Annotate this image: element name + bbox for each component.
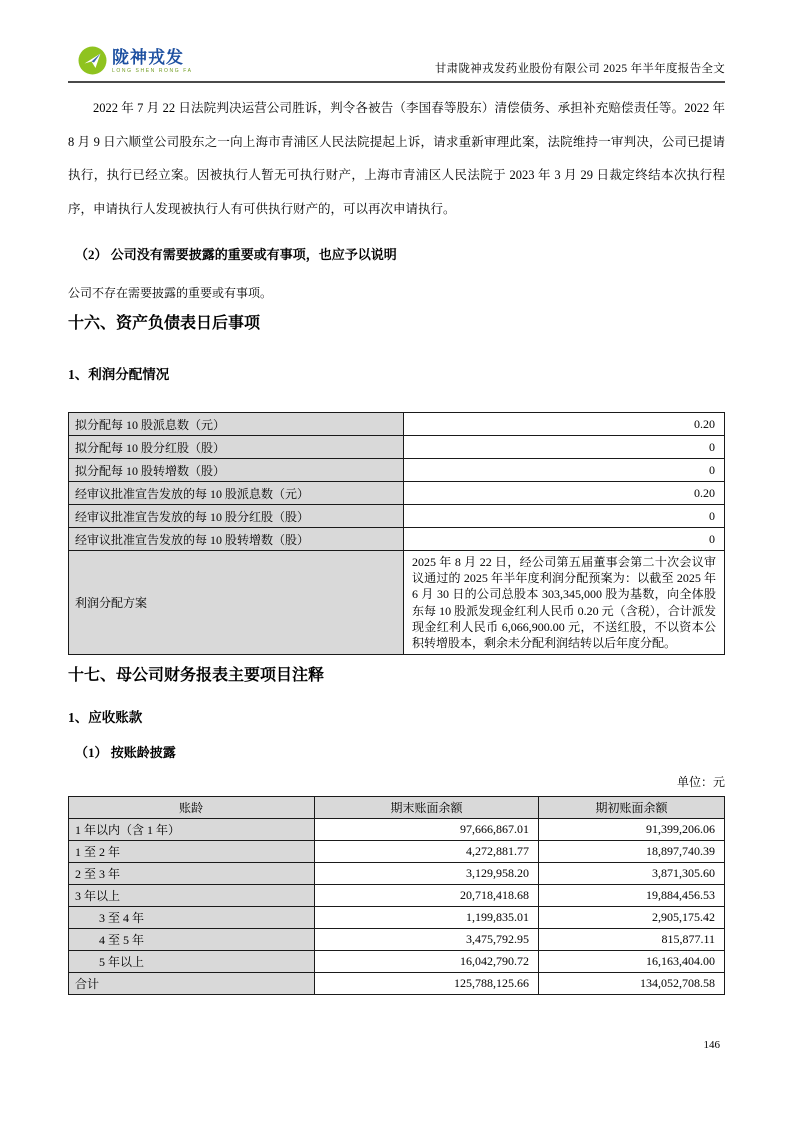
total-row <box>69 973 725 995</box>
ending-balance: 125,788,125.66 <box>315 973 539 995</box>
header-divider <box>68 81 725 83</box>
row-label: 拟分配每 10 股转增数（股） <box>69 459 404 482</box>
row-label: 经审议批准宣告发放的每 10 股分红股（股） <box>69 505 404 528</box>
aging-label: 5 年以上 <box>69 951 315 973</box>
aging-table <box>68 796 725 995</box>
logo-cn-text: 陇神戎发 <box>112 48 184 67</box>
plan-row-text: 2025 年 8 月 22 日，经公司第五届董事会第二十次会议审议通过的 2025 年半年度利润分配预案为：以截至 2025 年 6 月 30 日的公司总股本 303,345,000 股为基数，向全体股东每 10 股派发现金红利人民币 0.20 元（含税），合计派发现金红利人民币 6,066,900.00 元，不送红股，不以资本公积转增股本，剩余未分配利润结转以后年度分配。 <box>404 551 725 655</box>
logo-leaf-icon <box>78 46 107 75</box>
row-value: 0.20 <box>404 482 725 505</box>
table-row <box>69 436 725 459</box>
row-value: 0 <box>404 528 725 551</box>
row-label: 拟分配每 10 股分红股（股） <box>69 436 404 459</box>
heading-2-2: （2） 公司没有需要披露的重要或有事项，也应予以说明 <box>75 247 397 262</box>
aging-header-row <box>69 797 725 819</box>
heading-17-1-1: （1） 按账龄披露 <box>75 745 176 760</box>
beginning-balance: 91,399,206.06 <box>539 819 725 841</box>
row-value: 0 <box>404 459 725 482</box>
beginning-balance: 134,052,708.58 <box>539 973 725 995</box>
page-header <box>68 44 725 84</box>
table-row <box>69 505 725 528</box>
heading-17: 十七、母公司财务报表主要项目注释 <box>68 667 325 684</box>
report-title: 甘肃陇神戎发药业股份有限公司 2025 年半年度报告全文 <box>434 63 725 75</box>
table-row <box>69 482 725 505</box>
ending-balance: 20,718,418.68 <box>315 885 539 907</box>
aging-label: 4 至 5 年 <box>69 929 315 951</box>
logo-text-block <box>112 49 193 74</box>
table-row <box>69 951 725 973</box>
aging-label: 3 年以上 <box>69 885 315 907</box>
table-row <box>69 907 725 929</box>
col-header-aging: 账龄 <box>69 797 315 819</box>
col-header-ending: 期末账面余额 <box>315 797 539 819</box>
ending-balance: 3,475,792.95 <box>315 929 539 951</box>
row-label: 拟分配每 10 股派息数（元） <box>69 413 404 436</box>
table-row <box>69 929 725 951</box>
table-row <box>69 841 725 863</box>
ending-balance: 16,042,790.72 <box>315 951 539 973</box>
table-row <box>69 459 725 482</box>
no-items-paragraph: 公司不存在需要披露的重要或有事项。 <box>68 286 273 300</box>
aging-label: 1 年以内（含 1 年） <box>69 819 315 841</box>
logo-en-text: LONG SHEN RONG FA <box>112 68 193 74</box>
col-header-beginning: 期初账面余额 <box>539 797 725 819</box>
profit-distribution-table <box>68 412 725 655</box>
row-label: 经审议批准宣告发放的每 10 股转增数（股） <box>69 528 404 551</box>
aging-label: 1 至 2 年 <box>69 841 315 863</box>
table-row <box>69 863 725 885</box>
table-row <box>69 413 725 436</box>
ending-balance: 4,272,881.77 <box>315 841 539 863</box>
lawsuit-paragraph: 2022 年 7 月 22 日法院判决运营公司胜诉，判令各被告（李国春等股东）清偿债务、承担补充赔偿责任等。2022 年 8 月 9 日六顺堂公司股东之一向上海市青浦区人民法院提起上诉，请求重新审理此案，法院维持一审判决，公司已提请执行，执行已经立案。因被执行人暂无可执行财产，上海市青浦区人民法院于 2023 年 3 月 29 日裁定终结本次执行程序，申请执行人发现被执行人有可供执行财产的，可以再次申请执行。 <box>68 101 725 216</box>
beginning-balance: 3,871,305.60 <box>539 863 725 885</box>
aging-label: 3 至 4 年 <box>69 907 315 929</box>
heading-16-1: 1、利润分配情况 <box>68 367 170 382</box>
unit-label: 单位：元 <box>676 775 725 789</box>
heading-16: 十六、资产负债表日后事项 <box>68 315 261 332</box>
ending-balance: 97,666,867.01 <box>315 819 539 841</box>
heading-17-1: 1、应收账款 <box>68 710 143 725</box>
table-row <box>69 819 725 841</box>
ending-balance: 3,129,958.20 <box>315 863 539 885</box>
table-row <box>69 528 725 551</box>
aging-label: 合计 <box>69 973 315 995</box>
page-number: 146 <box>703 1039 720 1051</box>
row-label: 经审议批准宣告发放的每 10 股派息数（元） <box>69 482 404 505</box>
company-logo <box>78 46 193 75</box>
aging-label: 2 至 3 年 <box>69 863 315 885</box>
beginning-balance: 18,897,740.39 <box>539 841 725 863</box>
row-value: 0 <box>404 436 725 459</box>
plan-row-label: 利润分配方案 <box>69 551 404 655</box>
row-value: 0.20 <box>404 413 725 436</box>
beginning-balance: 815,877.11 <box>539 929 725 951</box>
beginning-balance: 2,905,175.42 <box>539 907 725 929</box>
row-value: 0 <box>404 505 725 528</box>
beginning-balance: 16,163,404.00 <box>539 951 725 973</box>
table-row <box>69 885 725 907</box>
plan-row <box>69 551 725 655</box>
beginning-balance: 19,884,456.53 <box>539 885 725 907</box>
ending-balance: 1,199,835.01 <box>315 907 539 929</box>
